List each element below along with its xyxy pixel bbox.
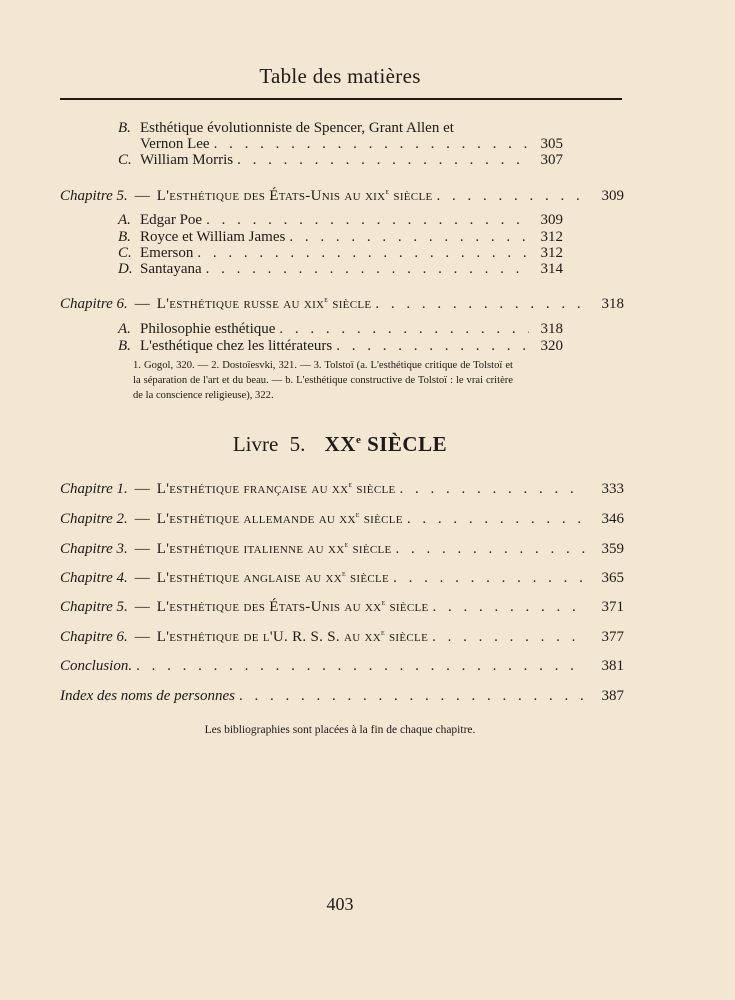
chapter-label: Chapitre 2. — [60, 511, 128, 527]
chapter-dash: — — [134, 629, 150, 645]
page-number: 377 — [601, 629, 624, 645]
page-number: 346 — [601, 511, 624, 527]
section-letter: D. — [118, 261, 133, 277]
section-title: L'esthétique chez les littérateurs — [140, 338, 333, 354]
section-letter: B. — [118, 229, 131, 245]
toc-section-d — [118, 261, 563, 278]
toc-section-b-line1 — [118, 120, 513, 137]
section-letter: B. — [118, 120, 131, 136]
page-number: 312 — [540, 245, 563, 261]
chapter-label: Chapitre 4. — [60, 570, 128, 586]
leader-dots — [375, 296, 586, 313]
page-number: 359 — [601, 541, 624, 557]
toc-conclusion — [60, 658, 624, 675]
section-letter: B. — [118, 338, 131, 354]
index-label: Index des noms de personnes — [60, 688, 235, 704]
chapter-label: Chapitre 3. — [60, 541, 128, 557]
page-number: 318 — [540, 321, 563, 337]
leader-dots — [396, 541, 586, 558]
section-title: Edgar Poe — [140, 212, 203, 228]
chapter-dash: — — [134, 481, 150, 497]
toc-section-b — [118, 338, 563, 355]
chapter-dash: — — [134, 296, 150, 312]
section-letter: A. — [118, 212, 131, 228]
chapter-title: L'esthétique italienne au $xx^e$ siècle — [156, 539, 392, 557]
leader-dots — [432, 629, 586, 646]
chapter-dash: — — [134, 599, 150, 615]
chapter-dash: — — [134, 511, 150, 527]
leader-dots — [197, 245, 529, 262]
chapter-note: 1. Gogol, 320. — 2. Dostoïesvki, 321. — 3. Tolstoï (a. L'esthétique critique de Tolstoï et la séparation de l'art et du beau. — b. L'esthétique constructive de Tolstoï : le vrai critère de la conscience religieuse), 322. — [133, 360, 513, 401]
chapter-label: Chapitre 1. — [60, 481, 128, 497]
toc-section-a — [118, 212, 563, 229]
page-number: 309 — [540, 212, 563, 228]
toc-chapter-5 — [60, 188, 624, 205]
toc-chapter-5 — [60, 599, 624, 616]
section-title: Santayana — [140, 261, 202, 277]
toc-chapter-1 — [60, 481, 624, 498]
toc-chapter-6 — [60, 629, 624, 646]
leader-dots — [336, 338, 529, 355]
leader-dots — [400, 481, 586, 498]
toc-section-b-line2 — [140, 136, 563, 153]
leader-dots — [433, 599, 586, 616]
chapter-dash: — — [134, 570, 150, 586]
leader-dots — [136, 658, 586, 675]
chapter-label: Chapitre 6. — [60, 629, 128, 645]
section-title-cont: Vernon Lee — [140, 136, 210, 152]
leader-dots — [407, 511, 586, 528]
leader-dots — [437, 188, 587, 205]
leader-dots — [237, 152, 529, 169]
toc-chapter-3 — [60, 541, 624, 558]
leader-dots — [214, 136, 529, 153]
book-heading — [0, 432, 680, 457]
page-number: 333 — [601, 481, 624, 497]
section-title: Emerson — [140, 245, 194, 261]
chapter-title: L'esthétique des États-Unis au $xx^e$ siècle — [156, 597, 429, 615]
toc-chapter-4 — [60, 570, 624, 587]
conclusion-label: Conclusion. — [60, 658, 133, 674]
page-number: 320 — [540, 338, 563, 354]
leader-dots — [393, 570, 586, 587]
chapter-label: Chapitre 6. — [60, 296, 128, 312]
toc-chapter-6 — [60, 296, 624, 313]
leader-dots — [239, 688, 586, 705]
toc-section-a — [118, 321, 563, 338]
toc-section-c — [118, 152, 563, 169]
book-prefix: Livre — [232, 432, 279, 456]
chapter-label: Chapitre 5. — [60, 599, 128, 615]
section-letter: C. — [118, 245, 132, 261]
chapter-title: L'esthétique allemande au $xx^e$ siècle — [156, 509, 403, 527]
toc-chapter-2 — [60, 511, 624, 528]
section-title: Philosophie esthétique — [140, 321, 276, 337]
section-letter: A. — [118, 321, 131, 337]
section-title: William Morris — [140, 152, 234, 168]
chapter-title: L'esthétique de l'U. R. S. S. au $xx^e$ siècle — [156, 627, 429, 645]
page-number: 305 — [540, 136, 563, 152]
page-number: 371 — [601, 599, 624, 615]
chapter-title: L'esthétique française au $xx^e$ siècle — [156, 479, 396, 497]
leader-dots — [206, 261, 529, 278]
page-number: 365 — [601, 570, 624, 586]
chapter-title: L'esthétique anglaise au $xx^e$ siècle — [156, 568, 390, 586]
toc-index — [60, 688, 624, 705]
bibliography-note: Les bibliographies sont placées à la fin de chaque chapitre. — [204, 724, 476, 736]
section-letter: C. — [118, 152, 132, 168]
page-number: 318 — [601, 296, 624, 312]
chapter-label: Chapitre 5. — [60, 188, 128, 204]
leader-dots — [206, 212, 529, 229]
page-number: 309 — [601, 188, 624, 204]
page-number: 312 — [540, 229, 563, 245]
page-number: 314 — [540, 261, 563, 277]
header-rule — [60, 98, 622, 100]
section-title: Royce et William James — [140, 229, 286, 245]
running-head: Table des matières — [259, 64, 421, 88]
section-title: Esthétique évolutionniste de Spencer, Grant Allen et — [140, 120, 454, 136]
book-number: 5. — [289, 432, 306, 456]
leader-dots — [289, 229, 529, 246]
page-number: 381 — [601, 658, 624, 674]
chapter-dash: — — [134, 188, 150, 204]
page-number: 387 — [601, 688, 624, 704]
toc-section-b — [118, 229, 563, 246]
book-title: XXe SIÈCLE — [324, 432, 448, 456]
page-number: 307 — [540, 152, 563, 168]
chapter-title: L'esthétique des États-Unis au xix$^e$ siècle — [156, 186, 433, 204]
leader-dots — [279, 321, 529, 338]
page-folio: 403 — [326, 894, 354, 914]
toc-section-c — [118, 245, 563, 262]
chapter-title: L'esthétique russe au xix$^e$ siècle — [156, 294, 372, 312]
chapter-dash: — — [134, 541, 150, 557]
